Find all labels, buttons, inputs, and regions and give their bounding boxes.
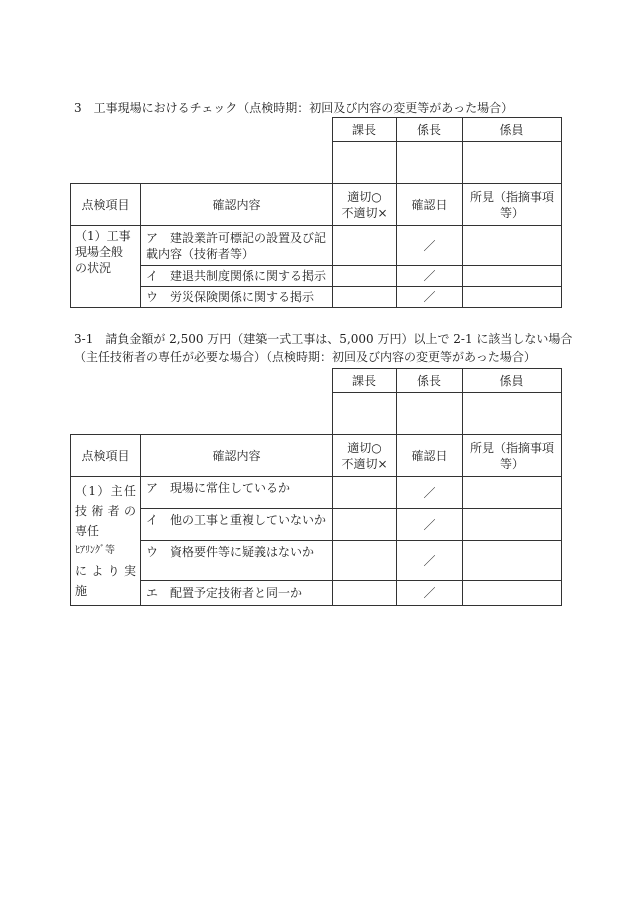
remarks-cell[interactable] xyxy=(463,287,562,308)
judgement-cell[interactable] xyxy=(333,541,397,581)
content-line: ア 建設業許可標記の設置及び記 xyxy=(146,230,327,245)
judgement-ng-label: 不適切× xyxy=(341,205,388,220)
item-line: 施 xyxy=(75,584,88,598)
judgement-cell[interactable] xyxy=(333,266,397,287)
column-header-content: 確認内容 xyxy=(141,184,333,226)
spacer xyxy=(70,142,332,184)
check-content-row: イ 建退共制度関係に関する掲示 xyxy=(141,266,333,287)
item-line: （1）工事 xyxy=(75,229,131,243)
item-line: 技術者の xyxy=(75,504,136,518)
approval-kacho-label: 課長 xyxy=(332,369,396,393)
approval-kacho-stamp-cell[interactable] xyxy=(332,142,396,184)
check-item-site-overall xyxy=(71,226,141,308)
date-cell[interactable]: ／ xyxy=(397,509,463,541)
item-line: 現場全般 xyxy=(75,245,124,259)
date-cell[interactable]: ／ xyxy=(397,581,463,606)
remarks-cell[interactable] xyxy=(463,226,562,266)
remarks-cell[interactable] xyxy=(463,509,562,541)
item-line: ﾋｱﾘﾝｸﾞ等 xyxy=(75,545,115,556)
column-header-item: 点検項目 xyxy=(71,435,141,477)
spacer xyxy=(70,393,332,435)
column-header-content: 確認内容 xyxy=(141,435,333,477)
section31-heading-line2: （主任技術者の専任が必要な場合）（点検時期：初回及び内容の変更等があった場合） xyxy=(74,350,536,364)
item-line: の状況 xyxy=(75,261,112,275)
approval-kacho-stamp-cell[interactable] xyxy=(332,393,396,435)
remarks-label-line1: 所見（指摘事項 xyxy=(469,440,554,455)
item-line: （1）主任 xyxy=(75,484,136,498)
date-cell[interactable]: ／ xyxy=(397,541,463,581)
judgement-cell[interactable] xyxy=(333,226,397,266)
approval-kakariin-stamp-cell[interactable] xyxy=(462,142,561,184)
section3-approval-table xyxy=(70,117,562,184)
judgement-cell[interactable] xyxy=(333,581,397,606)
column-header-judgement xyxy=(333,184,397,226)
content-line: 載内容（技術者等） xyxy=(146,246,255,261)
check-content-row: ア 現場に常住しているか xyxy=(141,477,333,509)
column-header-item: 点検項目 xyxy=(71,184,141,226)
remarks-cell[interactable] xyxy=(463,266,562,287)
column-header-remarks xyxy=(463,184,562,226)
item-line: により実 xyxy=(75,564,136,578)
check-content-row: イ 他の工事と重複していないか xyxy=(141,509,333,541)
approval-kakaricho-label: 係長 xyxy=(396,369,462,393)
judgement-ok-label: 適切○ xyxy=(347,440,382,455)
section3-heading: 3 工事現場におけるチェック（点検時期：初回及び内容の変更等があった場合） xyxy=(74,101,514,115)
spacer xyxy=(70,118,332,142)
approval-kakariin-label: 係員 xyxy=(462,118,561,142)
judgement-ng-label: 不適切× xyxy=(341,456,388,471)
column-header-date: 確認日 xyxy=(397,184,463,226)
remarks-label-line2: 等） xyxy=(499,456,524,471)
remarks-cell[interactable] xyxy=(463,581,562,606)
remarks-cell[interactable] xyxy=(463,541,562,581)
approval-kacho-label: 課長 xyxy=(332,118,396,142)
approval-kakaricho-label: 係長 xyxy=(396,118,462,142)
judgement-cell[interactable] xyxy=(333,477,397,509)
judgement-cell[interactable] xyxy=(333,509,397,541)
date-cell[interactable]: ／ xyxy=(397,266,463,287)
remarks-label-line1: 所見（指摘事項 xyxy=(469,189,554,204)
date-cell[interactable]: ／ xyxy=(397,477,463,509)
remarks-label-line2: 等） xyxy=(499,205,524,220)
judgement-ok-label: 適切○ xyxy=(347,189,382,204)
approval-kakariin-stamp-cell[interactable] xyxy=(462,393,561,435)
spacer xyxy=(70,369,332,393)
approval-kakaricho-stamp-cell[interactable] xyxy=(396,142,462,184)
section31-heading-line1: 3-1 請負金額が 2,500 万円（建築一式工事は、5,000 万円）以上で 2-1 に該当しない場合 xyxy=(74,332,573,346)
judgement-cell[interactable] xyxy=(333,287,397,308)
column-header-date: 確認日 xyxy=(397,435,463,477)
date-cell[interactable]: ／ xyxy=(397,226,463,266)
date-cell[interactable]: ／ xyxy=(397,287,463,308)
check-item-chief-engineer xyxy=(71,477,141,606)
column-header-judgement xyxy=(333,435,397,477)
section3-check-table xyxy=(70,183,562,308)
approval-kakariin-label: 係員 xyxy=(462,369,561,393)
check-content-row: ウ 労災保険関係に関する掲示 xyxy=(141,287,333,308)
check-content-row: エ 配置予定技術者と同一か xyxy=(141,581,333,606)
section31-approval-table xyxy=(70,368,562,435)
check-content-row: ウ 資格要件等に疑義はないか xyxy=(141,541,333,581)
check-content-row xyxy=(141,226,333,266)
section31-check-table xyxy=(70,434,562,606)
column-header-remarks xyxy=(463,435,562,477)
remarks-cell[interactable] xyxy=(463,477,562,509)
approval-kakaricho-stamp-cell[interactable] xyxy=(396,393,462,435)
item-line: 専任 xyxy=(75,524,100,538)
